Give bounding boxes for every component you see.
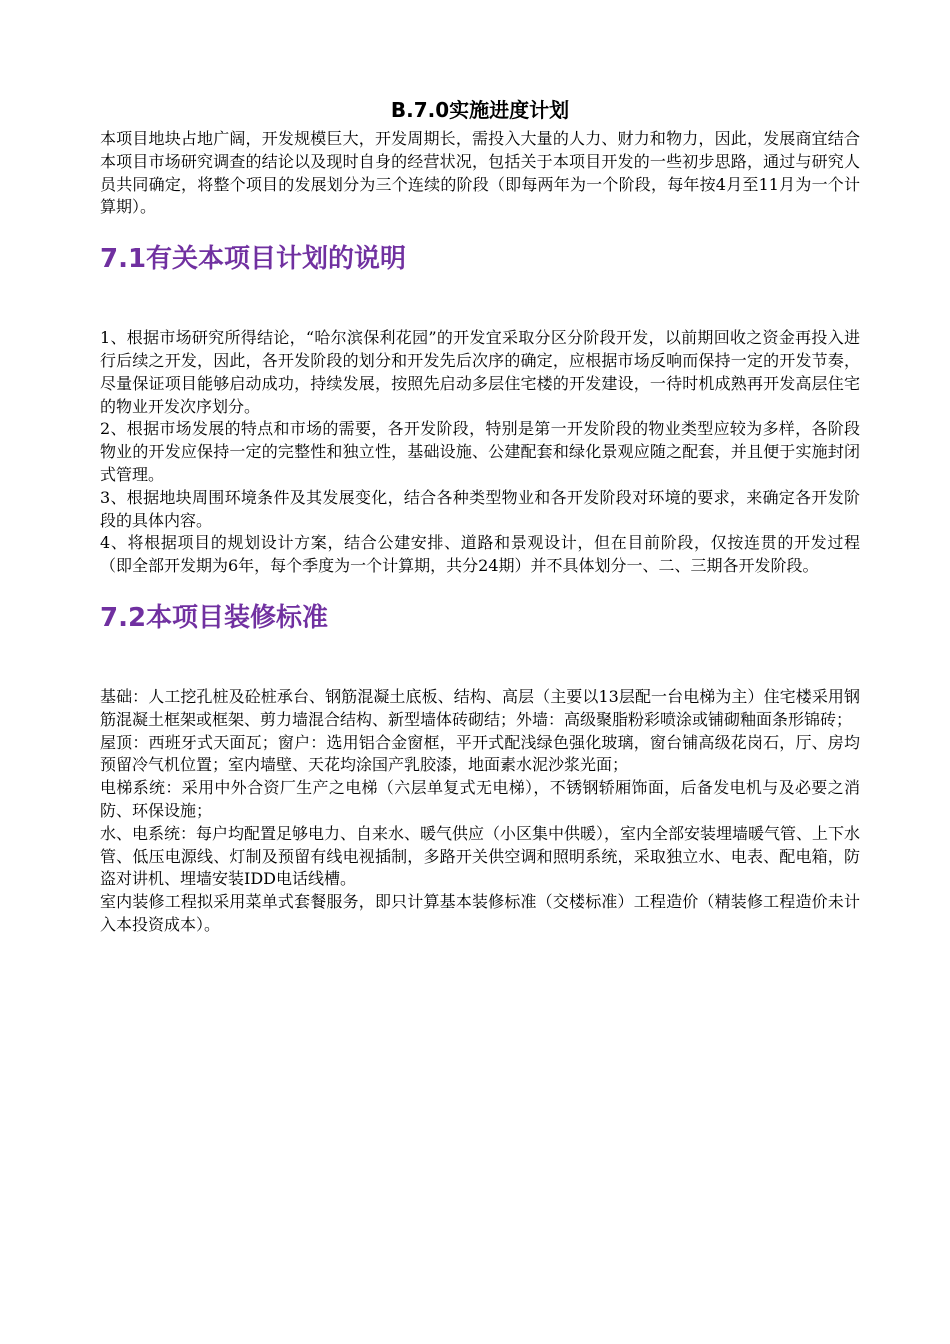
document-title: B.7.0实施进度计划 <box>390 98 570 122</box>
document-page <box>100 96 860 937</box>
section-7-1-item: 4、将根据项目的规划设计方案，结合公建安排、道路和景观设计，但在目前阶段，仅按连贯的开发过程（即全部开发期为6年，每个季度为一个计算期，共分24期）并不具体划分一、二、三期各开发阶段。 <box>100 533 860 576</box>
section-7-1-item: 2、根据市场发展的特点和市场的需要，各开发阶段，特别是第一开发阶段的物业类型应较为多样，各阶段物业的开发应保持一定的完整性和独立性，基础设施、公建配套和绿化景观应随之配套，并且便于实施封闭式管理。 <box>100 419 860 484</box>
section-heading-7-1: 7.1有关本项目计划的说明 <box>100 244 407 275</box>
section-7-1-item: 3、根据地块周围环境条件及其发展变化，结合各种类型物业和各开发阶段对环境的要求，来确定各开发阶段的具体内容。 <box>100 487 860 530</box>
section-7-2-item: 室内装修工程拟采用菜单式套餐服务，即只计算基本装修标准（交楼标准）工程造价（精装修工程造价未计入本投资成本）。 <box>100 892 860 934</box>
section-7-2-item: 电梯系统：采用中外合资厂生产之电梯（六层单复式无电梯），不锈钢轿厢饰面，后备发电机与及必要之消防、环保设施； <box>100 778 860 820</box>
section-heading-7-2: 7.2本项目装修标准 <box>100 602 329 633</box>
intro-paragraph: 本项目地块占地广阔，开发规模巨大，开发周期长，需投入大量的人力、财力和物力，因此，发展商宜结合本项目市场研究调查的结论以及现时自身的经营状况，包括关于本项目开发的一些初步思路，通过与研究人员共同确定，将整个项目的发展划分为三个连续的阶段（即每两年为一个阶段，每年按4月至11月为一个计算期）。 <box>100 129 860 217</box>
section-7-2-body <box>100 686 860 937</box>
section-7-2-item: 屋顶：西班牙式天面瓦；窗户：选用铝合金窗框，平开式配浅绿色强化玻璃，窗台铺高级花岗石，厅、房均预留冷气机位置；室内墙壁、天花均涂国产乳胶漆，地面素水泥沙浆光面； <box>100 732 860 775</box>
section-7-1-body <box>100 327 860 578</box>
section-7-2-item: 水、电系统：每户均配置足够电力、自来水、暖气供应（小区集中供暖），室内全部安装埋墙暖气管、上下水管、低压电源线、灯制及预留有线电视插制，多路开关供空调和照明系统，采取独立水、电表、配电箱，防盗对讲机、埋墙安装IDD电话线槽。 <box>100 823 861 889</box>
section-7-2-item: 基础：人工挖孔桩及砼桩承台、钢筋混凝土底板、结构、高层（主要以13层配一台电梯为主）住宅楼采用钢筋混凝土框架或框架、剪力墙混合结构、新型墙体砖砌结；外墙：高级聚脂粉彩喷涂或铺砌釉面条形锦砖； <box>100 686 860 729</box>
spacer <box>100 277 860 327</box>
section-7-1-item: 1、根据市场研究所得结论，“哈尔滨保利花园”的开发宜采取分区分阶段开发，以前期回收之资金再投入进行后续之开发，因此，各开发阶段的划分和开发先后次序的确定，应根据市场反响而保持一定的开发节奏，尽量保证项目能够启动成功，持续发展，按照先启动多层住宅楼的开发建设，一待时机成熟再开发高层住宅的物业开发次序划分。 <box>100 328 860 416</box>
spacer <box>100 636 860 686</box>
